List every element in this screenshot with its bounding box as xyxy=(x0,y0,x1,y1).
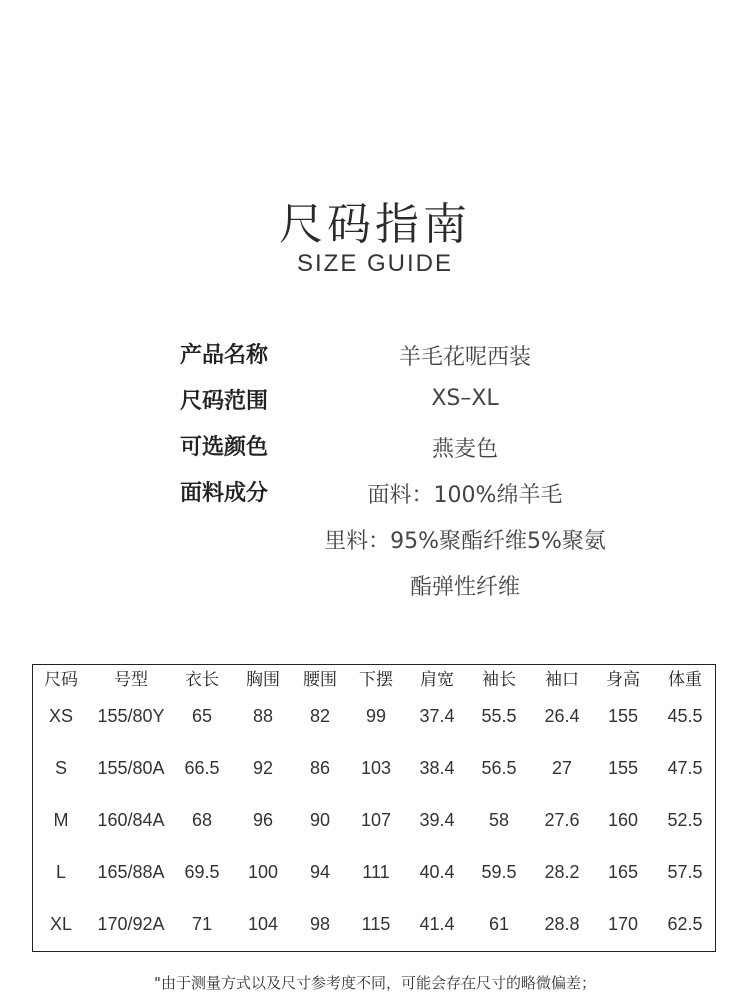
fabric-lining-value-cont: 酯弹性纤维 xyxy=(409,575,520,600)
table-cell: 104 xyxy=(247,914,279,935)
table-cell: 165/88A xyxy=(97,862,165,883)
table-cell: 82 xyxy=(309,705,331,726)
size-range-value: XS–XL xyxy=(431,386,499,411)
table-cell: 155 xyxy=(607,757,639,778)
table-cell: 26.4 xyxy=(544,705,580,726)
color-value: 燕麦色 xyxy=(431,437,498,462)
table-row xyxy=(33,690,717,742)
product-name-label: 产品名称 xyxy=(180,343,269,368)
table-cell: 61 xyxy=(488,914,510,935)
table-cell: 59.5 xyxy=(481,862,517,883)
column-header: 身高 xyxy=(606,670,640,689)
column-header: 袖口 xyxy=(545,670,579,689)
table-cell: 165 xyxy=(607,862,639,883)
table-cell: 41.4 xyxy=(419,914,455,935)
table-cell: 155/80A xyxy=(97,757,165,778)
table-cell: 27 xyxy=(551,757,573,778)
table-row xyxy=(33,742,717,794)
table-cell: 28.2 xyxy=(544,862,580,883)
table-cell: 57.5 xyxy=(667,862,703,883)
color-label: 可选颜色 xyxy=(180,435,269,460)
table-cell: 90 xyxy=(309,809,331,830)
table-cell: 71 xyxy=(191,914,213,935)
table-cell: 66.5 xyxy=(184,757,220,778)
table-row xyxy=(33,847,717,899)
table-cell: 58 xyxy=(488,809,510,830)
table-cell: M xyxy=(53,809,69,830)
table-cell: 88 xyxy=(252,705,274,726)
page-subtitle: SIZE GUIDE xyxy=(296,250,454,277)
table-cell: 38.4 xyxy=(419,757,455,778)
table-cell: 160 xyxy=(607,809,639,830)
column-header: 号型 xyxy=(114,670,148,689)
table-row xyxy=(33,794,717,846)
table-cell: 69.5 xyxy=(184,862,220,883)
fabric-lining-value: 里料：95%聚酯纤维5%聚氨 xyxy=(324,529,606,554)
table-cell: 62.5 xyxy=(667,914,703,935)
table-row xyxy=(33,899,717,951)
table-cell: 27.6 xyxy=(544,809,580,830)
footnote: "由于测量方式以及尺寸参考度不同，可能会存在尺寸的略微偏差； xyxy=(154,974,596,992)
table-cell: 111 xyxy=(362,862,390,883)
column-header: 肩宽 xyxy=(420,670,454,689)
table-cell: 37.4 xyxy=(419,705,455,726)
fabric-outer-value: 面料：100%绵羊毛 xyxy=(367,483,563,508)
page-title: 尺码指南 xyxy=(279,199,471,250)
table-cell: 107 xyxy=(360,809,392,830)
table-cell: XL xyxy=(49,914,73,935)
table-cell: 47.5 xyxy=(667,757,703,778)
size-range-label: 尺码范围 xyxy=(180,389,269,414)
size-table xyxy=(32,664,716,952)
column-header: 衣长 xyxy=(185,670,219,689)
table-cell: 115 xyxy=(361,914,391,935)
column-header: 胸围 xyxy=(246,670,280,689)
column-header: 体重 xyxy=(668,670,702,689)
product-name-value: 羊毛花呢西装 xyxy=(398,345,531,370)
column-header: 尺码 xyxy=(44,670,78,689)
table-cell: 100 xyxy=(247,862,279,883)
table-cell: 155 xyxy=(607,705,639,726)
column-header: 腰围 xyxy=(303,670,337,689)
table-cell: 170 xyxy=(607,914,639,935)
table-cell: 103 xyxy=(360,757,392,778)
table-cell: 55.5 xyxy=(481,705,517,726)
table-cell: 28.8 xyxy=(544,914,580,935)
table-cell: 86 xyxy=(309,757,331,778)
table-header-row xyxy=(33,665,717,690)
table-cell: 52.5 xyxy=(667,809,703,830)
table-cell: 160/84A xyxy=(97,809,165,830)
table-cell: 39.4 xyxy=(419,809,455,830)
table-cell: 40.4 xyxy=(419,862,455,883)
table-cell: 96 xyxy=(252,809,274,830)
table-cell: S xyxy=(54,757,67,778)
table-cell: 170/92A xyxy=(97,914,165,935)
table-cell: L xyxy=(55,862,66,883)
table-cell: 45.5 xyxy=(667,705,703,726)
table-cell: 98 xyxy=(309,914,331,935)
table-cell: 56.5 xyxy=(481,757,517,778)
column-header: 下摆 xyxy=(359,670,393,689)
table-cell: 94 xyxy=(309,862,331,883)
table-cell: XS xyxy=(48,705,73,726)
table-cell: 155/80Y xyxy=(97,705,165,726)
table-cell: 99 xyxy=(365,705,387,726)
table-cell: 92 xyxy=(252,757,274,778)
column-header: 袖长 xyxy=(482,670,516,689)
fabric-label: 面料成分 xyxy=(180,481,269,506)
table-cell: 68 xyxy=(191,809,213,830)
table-cell: 65 xyxy=(191,705,213,726)
